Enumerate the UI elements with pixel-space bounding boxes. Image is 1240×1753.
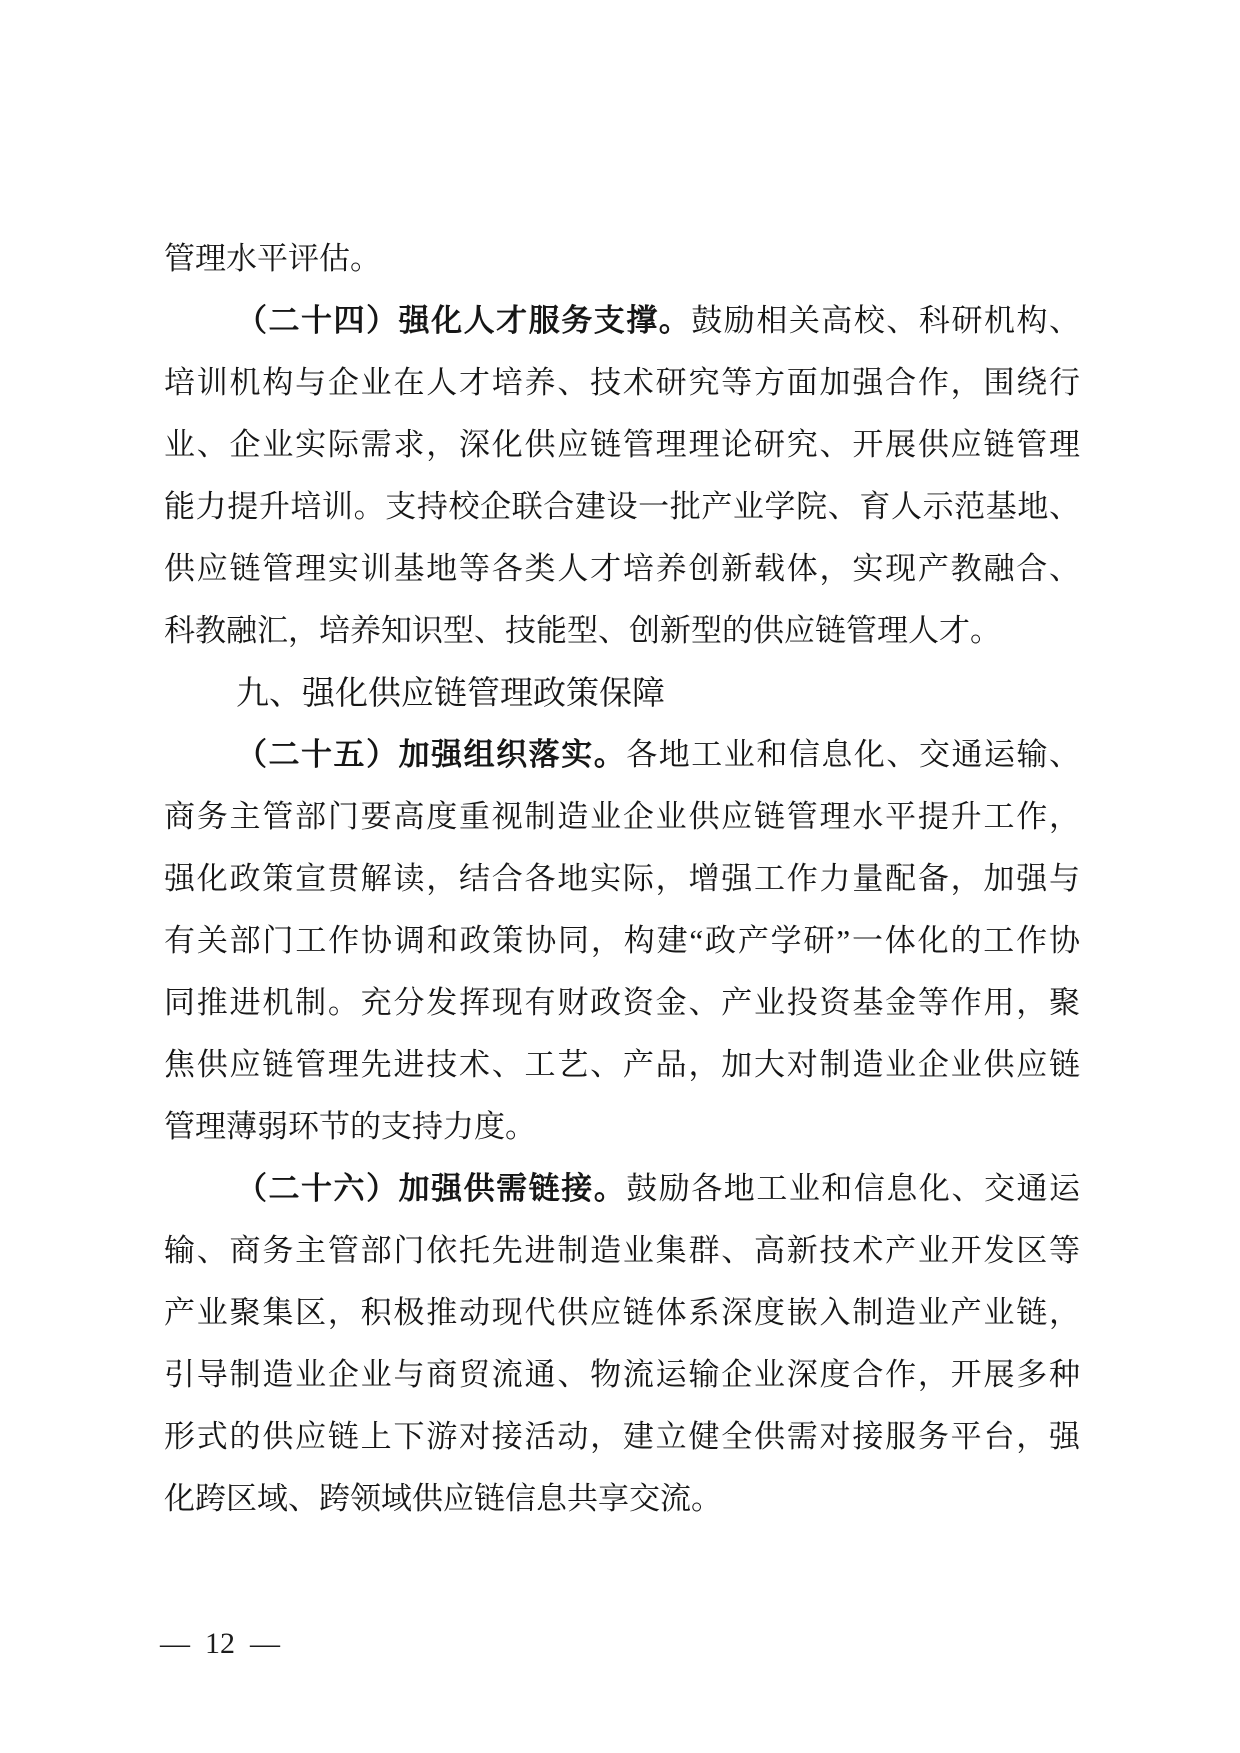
text-line (164, 228, 1080, 290)
text-line (164, 1344, 1080, 1406)
body-text: 能力提升培训。支持校企联合建设一批产业学院、育人示范基地、 (164, 489, 1080, 524)
body-text: 培训机构与企业在人才培养、技术研究等方面加强合作，围绕行 (164, 365, 1080, 400)
body-text: 管理水平评估。 (164, 241, 381, 276)
text-line (164, 1220, 1080, 1282)
body-text: 鼓励各地工业和信息化、交通运 (626, 1171, 1081, 1206)
body-text: 有关部门工作协调和政策协同，构建“政产学研”一体化的工作协 (164, 923, 1080, 958)
text-line (164, 786, 1080, 848)
text-line (164, 1034, 1080, 1096)
text-line (164, 910, 1080, 972)
text-line (164, 1406, 1080, 1468)
text-line (164, 538, 1080, 600)
body-text: 输、商务主管部门依托先进制造业集群、高新技术产业开发区等 (164, 1233, 1080, 1268)
text-line (164, 1096, 1080, 1158)
item-lead-text: （二十五）加强组织落实。 (236, 737, 627, 772)
text-line (164, 1468, 1080, 1530)
body-text: 各地工业和信息化、交通运输、 (626, 737, 1081, 772)
body-text: 鼓励相关高校、科研机构、 (691, 303, 1081, 338)
body-text: 供应链管理实训基地等各类人才培养创新载体，实现产教融合、 (164, 551, 1080, 586)
body-text: 引导制造业企业与商贸流通、物流运输企业深度合作，开展多种 (164, 1357, 1080, 1392)
body-text: 业、企业实际需求，深化供应链管理理论研究、开展供应链管理 (164, 427, 1080, 462)
text-line (164, 352, 1080, 414)
section-heading (164, 662, 1080, 724)
body-text: 形式的供应链上下游对接活动，建立健全供需对接服务平台，强 (164, 1419, 1080, 1454)
text-line (164, 414, 1080, 476)
body-text: 科教融汇，培养知识型、技能型、创新型的供应链管理人才。 (164, 613, 1001, 648)
text-line (164, 1282, 1080, 1344)
footer-page-number: 12 (205, 1627, 235, 1660)
item-lead-text: （二十六）加强供需链接。 (236, 1171, 627, 1206)
item-lead-text: （二十四）强化人才服务支撑。 (236, 303, 692, 338)
text-line (164, 972, 1080, 1034)
page-footer (160, 1620, 280, 1668)
text-line (164, 600, 1080, 662)
text-line (164, 1158, 1080, 1220)
body-text: 商务主管部门要高度重视制造业企业供应链管理水平提升工作， (164, 799, 1080, 834)
body-text: 焦供应链管理先进技术、工艺、产品，加大对制造业企业供应链 (164, 1047, 1080, 1082)
body-text: 产业聚集区，积极推动现代供应链体系深度嵌入制造业产业链， (164, 1295, 1080, 1330)
body-text: 强化政策宣贯解读，结合各地实际，增强工作力量配备，加强与 (164, 861, 1080, 896)
text-line (164, 848, 1080, 910)
text-line (164, 476, 1080, 538)
footer-dash-left: — (160, 1627, 190, 1660)
body-text: 管理薄弱环节的支持力度。 (164, 1109, 536, 1144)
document-content (164, 228, 1080, 1530)
text-line (164, 724, 1080, 786)
text-line (164, 290, 1080, 352)
body-text: 化跨区域、跨领域供应链信息共享交流。 (164, 1481, 722, 1516)
footer-dash-right: — (250, 1627, 280, 1660)
body-text: 九、强化供应链管理政策保障 (236, 674, 665, 711)
body-text: 同推进机制。充分发挥现有财政资金、产业投资基金等作用，聚 (164, 985, 1080, 1020)
